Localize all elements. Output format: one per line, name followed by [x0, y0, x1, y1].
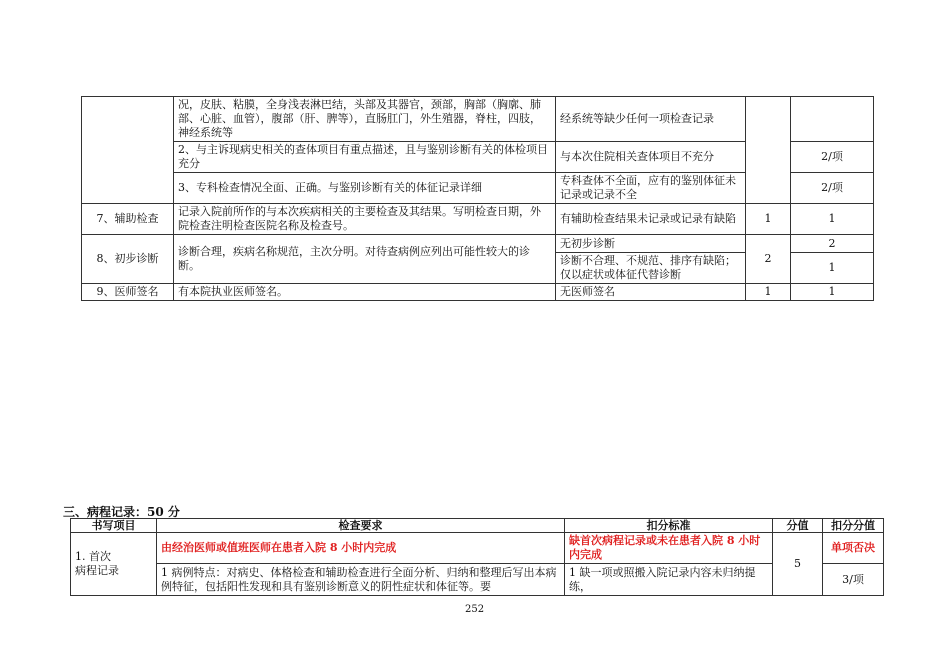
table-cell-deduction: 与本次住院相关查体项目不充分 [556, 142, 746, 173]
table-cell-deduction: 1 缺一项或照搬入院记录内容未归纳提练， [565, 564, 773, 596]
section-title: 三、病程记录：50 分 [63, 505, 180, 519]
physical-exam-scoring-table [81, 96, 874, 301]
header-deduction: 扣分标准 [565, 519, 773, 533]
table-cell-item-empty [82, 97, 174, 204]
header-deduct-points: 扣分分值 [823, 519, 884, 533]
table-cell-deduct-points: 2 [791, 235, 874, 253]
table-cell-deduct-points: 1 [791, 284, 874, 301]
table-cell-item: 8、初步诊断 [82, 235, 174, 284]
table-cell-deduct-points: 2/项 [791, 142, 874, 173]
table-cell-points: 1 [746, 284, 791, 301]
table-cell-points: 2 [746, 235, 791, 284]
table-cell-requirement: 况，皮肤、粘膜，全身浅表淋巴结，头部及其器官，颈部，胸部（胸廓、肺部、心脏、血管），腹部（肝、脾等），直肠肛门，外生殖器，脊柱，四肢，神经系统等 [174, 97, 556, 142]
table-cell-requirement-red: 由经治医师或值班医师在患者入院 8 小时内完成 [157, 533, 565, 564]
page-number: 252 [465, 604, 485, 615]
table-cell-deduct-points: 1 [791, 204, 874, 235]
table-cell-requirement: 记录入院前所作的与本次疾病相关的主要检查及其结果。写明检查日期，外院检查注明检查医院名称及检查号。 [174, 204, 556, 235]
table-cell-deduction: 无初步诊断 [556, 235, 746, 253]
table-cell-requirement: 有本院执业医师签名。 [174, 284, 556, 301]
table-cell-deduct-points: 1 [791, 253, 874, 284]
table-cell-deduction: 专科查体不全面，应有的鉴别体征未记录或记录不全 [556, 173, 746, 204]
table-cell-deduct-points: 2/项 [791, 173, 874, 204]
table-cell-item: 7、辅助检查 [82, 204, 174, 235]
table-cell-requirement: 1 病例特点：对病史、体格检查和辅助检查进行全面分析、归纳和整理后写出本病例特征，包括阳性发现和具有鉴别诊断意义的阴性症状和体征等。要 [157, 564, 565, 596]
table-cell-requirement: 诊断合理，疾病名称规范，主次分明。对待查病例应列出可能性较大的诊断。 [174, 235, 556, 284]
table-cell-points: 5 [773, 533, 823, 596]
table-cell-deduction: 经系统等缺少任何一项检查记录 [556, 97, 746, 142]
table-cell-deduct-points: 3/项 [823, 564, 884, 596]
table-cell-requirement: 2、与主诉现病史相关的查体项目有重点描述，且与鉴别诊断有关的体检项目充分 [174, 142, 556, 173]
table-cell-item: 9、医师签名 [82, 284, 174, 301]
table-cell-deduct-points-red: 单项否决 [823, 533, 884, 564]
table-cell-deduction-red: 缺首次病程记录或未在患者入院 8 小时内完成 [565, 533, 773, 564]
table-cell-points [746, 97, 791, 204]
header-requirement: 检查要求 [157, 519, 565, 533]
table-cell-points: 1 [746, 204, 791, 235]
table-cell-deduction: 无医师签名 [556, 284, 746, 301]
table-cell-deduct-points [791, 97, 874, 142]
header-item: 书写项目 [71, 519, 157, 533]
header-points: 分值 [773, 519, 823, 533]
table-cell-requirement: 3、专科检查情况全面、正确。与鉴别诊断有关的体征记录详细 [174, 173, 556, 204]
table-cell-deduction: 有辅助检查结果未记录或记录有缺陷 [556, 204, 746, 235]
progress-note-scoring-table [70, 518, 884, 596]
table-cell-deduction: 诊断不合理、不规范、排序有缺陷；仅以症状或体征代替诊断 [556, 253, 746, 284]
table-cell-item: 1. 首次 病程记录 [71, 533, 157, 596]
